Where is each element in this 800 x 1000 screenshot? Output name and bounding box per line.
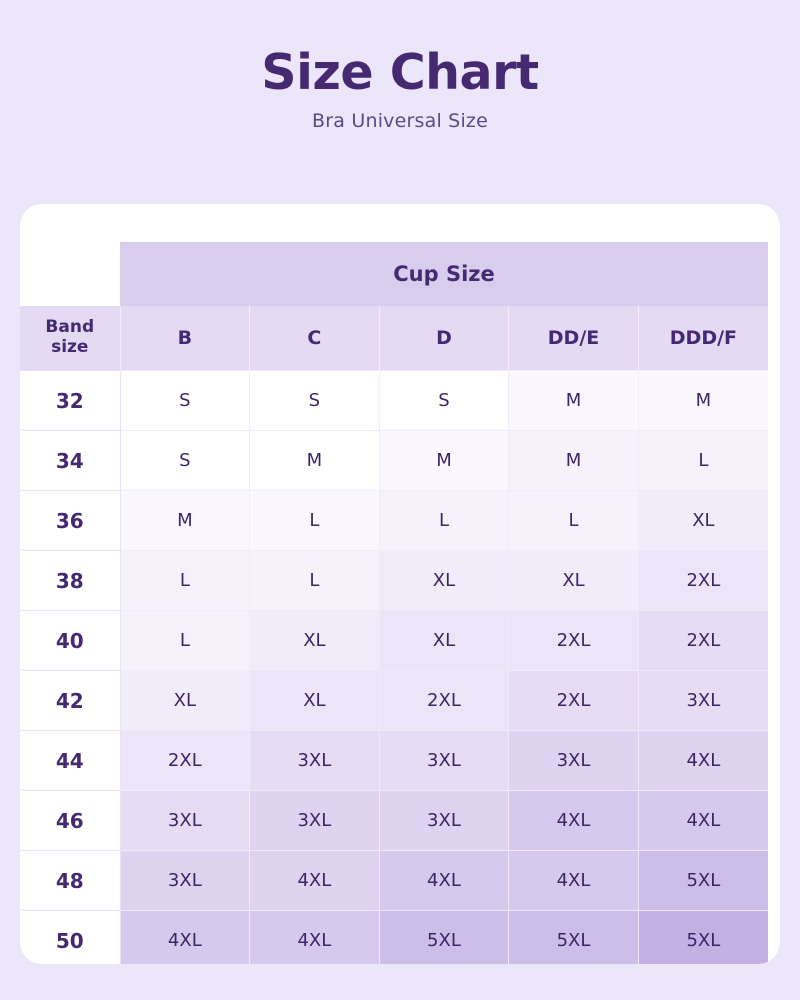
band-value: 42 — [20, 671, 120, 731]
size-cell: M — [120, 491, 250, 551]
size-cell: 4XL — [379, 851, 509, 911]
size-chart-table — [20, 242, 768, 964]
size-cell: L — [638, 431, 768, 491]
size-cell: 2XL — [509, 611, 639, 671]
size-cell: 5XL — [509, 911, 639, 965]
size-cell: M — [509, 431, 639, 491]
table-row — [20, 671, 768, 731]
cup-label-c: C — [250, 306, 380, 371]
size-cell: 3XL — [509, 731, 639, 791]
size-cell: 3XL — [250, 791, 380, 851]
size-cell: 2XL — [509, 671, 639, 731]
size-cell: S — [120, 371, 250, 431]
table-row — [20, 611, 768, 671]
size-cell: 4XL — [509, 851, 639, 911]
size-cell: 4XL — [250, 911, 380, 965]
table-row — [20, 491, 768, 551]
size-cell: 3XL — [379, 731, 509, 791]
size-cell: 2XL — [379, 671, 509, 731]
band-value: 38 — [20, 551, 120, 611]
size-cell: XL — [379, 551, 509, 611]
band-value: 46 — [20, 791, 120, 851]
size-cell: 5XL — [638, 851, 768, 911]
column-label-row — [20, 306, 768, 371]
size-cell: M — [379, 431, 509, 491]
cup-label-b: B — [120, 306, 250, 371]
table-row — [20, 911, 768, 965]
size-cell: 5XL — [379, 911, 509, 965]
size-chart-card — [20, 204, 780, 964]
table-row — [20, 431, 768, 491]
page-header — [0, 0, 800, 132]
band-size-header-line1: Band — [45, 317, 95, 338]
size-cell: 3XL — [638, 671, 768, 731]
size-cell: XL — [250, 671, 380, 731]
band-value: 32 — [20, 371, 120, 431]
size-cell: 4XL — [250, 851, 380, 911]
size-cell: S — [379, 371, 509, 431]
size-cell: L — [379, 491, 509, 551]
band-value: 34 — [20, 431, 120, 491]
size-cell: 2XL — [638, 551, 768, 611]
band-value: 50 — [20, 911, 120, 965]
table-row — [20, 731, 768, 791]
size-cell: XL — [379, 611, 509, 671]
band-value: 40 — [20, 611, 120, 671]
size-cell: 2XL — [638, 611, 768, 671]
size-cell: S — [250, 371, 380, 431]
table-row — [20, 851, 768, 911]
band-value: 36 — [20, 491, 120, 551]
size-cell: L — [509, 491, 639, 551]
size-cell: 5XL — [638, 911, 768, 965]
size-cell: 4XL — [509, 791, 639, 851]
header-spacer — [20, 242, 120, 306]
size-cell: XL — [638, 491, 768, 551]
size-cell: XL — [120, 671, 250, 731]
size-cell: L — [120, 611, 250, 671]
size-cell: M — [250, 431, 380, 491]
size-cell: L — [250, 551, 380, 611]
cup-label-ddd-f: DDD/F — [638, 306, 768, 371]
size-cell: 3XL — [120, 851, 250, 911]
cup-label-d: D — [379, 306, 509, 371]
cup-size-header: Cup Size — [120, 242, 768, 306]
size-cell: 2XL — [120, 731, 250, 791]
size-cell: XL — [250, 611, 380, 671]
size-cell: 3XL — [379, 791, 509, 851]
size-cell: XL — [509, 551, 639, 611]
table-row — [20, 551, 768, 611]
size-cell: 4XL — [638, 731, 768, 791]
size-cell: M — [509, 371, 639, 431]
cup-label-dd-e: DD/E — [509, 306, 639, 371]
size-cell: 4XL — [120, 911, 250, 965]
size-cell: L — [120, 551, 250, 611]
page-subtitle: Bra Universal Size — [312, 109, 488, 132]
size-cell: 3XL — [120, 791, 250, 851]
table-row — [20, 791, 768, 851]
size-cell: M — [638, 371, 768, 431]
band-size-header — [20, 306, 120, 371]
table-row — [20, 371, 768, 431]
size-cell: 4XL — [638, 791, 768, 851]
page-title: Size Chart — [261, 44, 539, 101]
band-size-header-line2: size — [51, 337, 89, 357]
size-cell: S — [120, 431, 250, 491]
table-body — [20, 371, 768, 965]
size-cell: 3XL — [250, 731, 380, 791]
band-value: 48 — [20, 851, 120, 911]
table-head — [20, 242, 768, 371]
band-value: 44 — [20, 731, 120, 791]
cup-size-header-row — [20, 242, 768, 306]
size-cell: L — [250, 491, 380, 551]
